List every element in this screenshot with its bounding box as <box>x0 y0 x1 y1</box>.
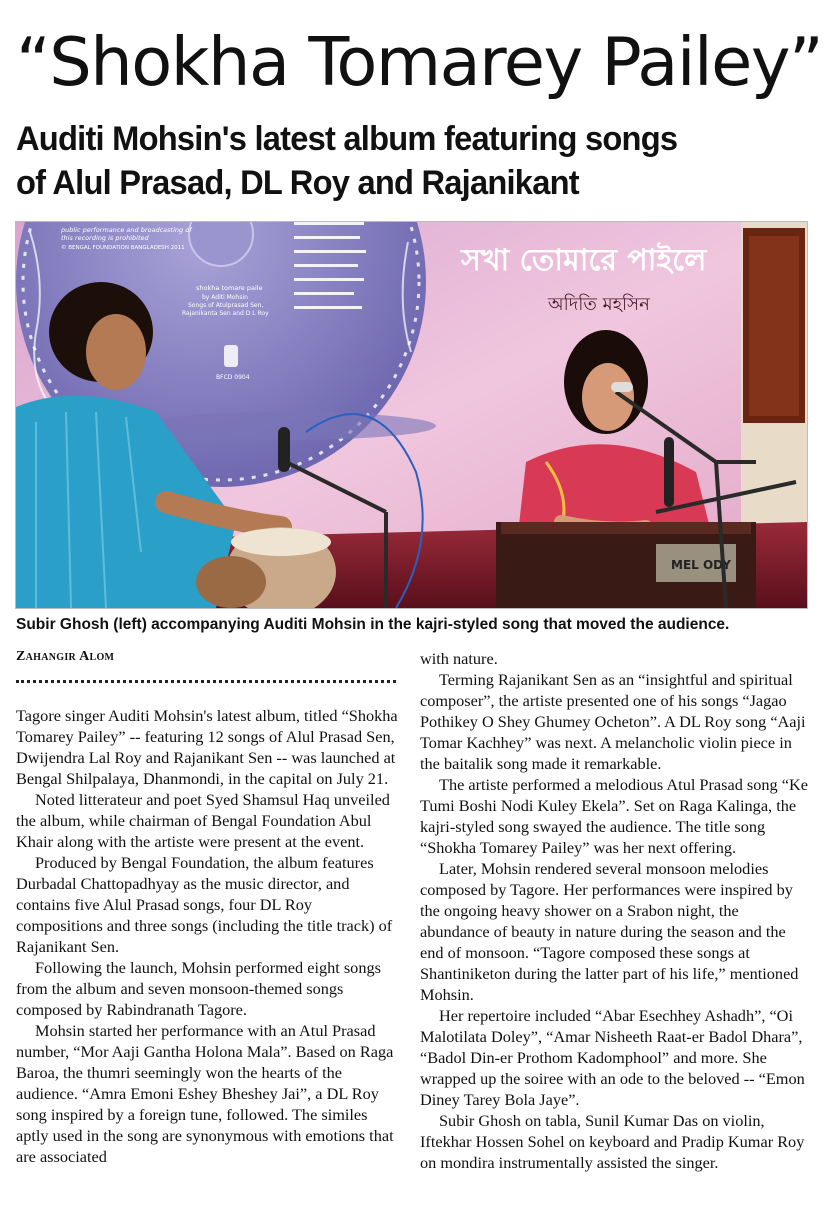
svg-text:this recording is prohibited: this recording is prohibited <box>61 234 149 242</box>
paragraph: Mohsin started her performance with an Atul Prasad number, “Mor Aaji Gantha Holona Mala”. Based on Raga Baroa, the thumri seemingly won the hearts of the audience. “Amra Emoni Eshey Bheshey Jai”, a DL Roy song inspired by a foreign tune, followed. The similes aptly used in the song are synonymous with emotions that are associated <box>16 1021 394 1166</box>
svg-text:MEL ODY: MEL ODY <box>671 558 731 572</box>
byline-divider <box>16 680 396 683</box>
svg-text:Rajanikanta Sen and D L Roy: Rajanikanta Sen and D L Roy <box>182 310 269 317</box>
paragraph: Tagore singer Auditi Mohsin's latest album, titled “Shokha Tomarey Pailey” -- featuring 12 songs of Alul Prasad Sen, Dwijendra Lal Roy and Rajanikant Sen -- was launched at Bengal Shilpalaya, Dhanmondi, in the capital on July 21. <box>16 706 398 788</box>
paragraph: The artiste performed a melodious Atul Prasad song “Ke Tumi Boshi Nodi Kuley Ekela”. Set on Raga Kalinga, the kajri-styled song swayed the audience. The title song “Shokha Tomarey Pailey” was her next offering. <box>420 775 808 857</box>
svg-text:Songs of Atulprasad Sen,: Songs of Atulprasad Sen, <box>188 302 264 309</box>
article-subheadline <box>16 117 784 205</box>
paragraph: Produced by Bengal Foundation, the album features Durbadal Chattopadhyay as the music director, and contains five Alul Prasad songs, four DL Roy compositions and three songs (including the title track) of Rajanikant Sen. <box>16 853 393 956</box>
byline: Zahangir Alom <box>16 649 115 664</box>
paragraph: Subir Ghosh on tabla, Sunil Kumar Das on violin, Iftekhar Hossen Sohel on keyboard and Pradip Kumar Roy on mondira instrumentally assisted the singer. <box>420 1111 805 1172</box>
article-column-2 <box>420 648 810 1173</box>
backdrop-name: অদিতি মহসিন <box>548 294 650 315</box>
paragraph: Following the launch, Mohsin performed eight songs from the album and seven monsoon-themed songs composed by Rabindranath Tagore. <box>16 958 381 1019</box>
svg-text:BFCD 0904: BFCD 0904 <box>216 374 250 381</box>
paragraph: Later, Mohsin rendered several monsoon melodies composed by Tagore. Her performances were inspired by the ongoing heavy shower on a Srabon night, the abundance of beauty in nature during the season and the end of monsoon. “Tagore composed these songs at Shantiniketon during the latter part of his life,” mentioned Mohsin. <box>420 859 799 1004</box>
paragraph: Noted litterateur and poet Syed Shamsul Haq unveiled the album, while chairman of Bengal Foundation Abul Khair along with the artiste were present at the event. <box>16 790 390 851</box>
harmonium <box>496 522 756 608</box>
paragraph: Her repertoire included “Abar Esechhey Ashadh”, “Oi Malotilata Doley”, “Amar Nisheeth Raat-er Badol Dhara”, “Badol Din-er Prothom Kadomphool” and more. She wrapped up the soiree with an ode to the beloved -- “Emon Diney Tarey Bola Jaye”. <box>420 1006 805 1109</box>
subheadline-line-1: Auditi Mohsin's latest album featuring songs <box>16 120 678 158</box>
svg-text:© BENGAL FOUNDATION BANGLADESH: © BENGAL FOUNDATION BANGLADESH 2011 <box>61 245 185 251</box>
subheadline-line-2: of Alul Prasad, DL Roy and Rajanikant <box>16 164 579 202</box>
photo-caption: Subir Ghosh (left) accompanying Auditi Mohsin in the kajri-styled song that moved the audience. <box>16 616 730 633</box>
backdrop-title: সখা তোমারে পাইলে <box>461 243 707 278</box>
article-photo <box>15 221 808 609</box>
article-headline: “Shokha Tomarey Pailey” <box>16 23 823 101</box>
svg-text:shokha tomare paile: shokha tomare paile <box>196 284 263 292</box>
svg-text:public performance and broadca: public performance and broadcasting of <box>61 226 192 234</box>
svg-text:by Aditi Mohsin: by Aditi Mohsin <box>202 294 248 301</box>
paragraph: Terming Rajanikant Sen as an “insightful and spiritual composer”, the artiste presented one of his songs “Jagao Pothikey O Shey Ghumey Ocheton”. A DL Roy song “Aaji Tomar Kachhey” was next. A melancholic violin piece in the baitalik song made it remarkable. <box>420 670 806 773</box>
article-column-1 <box>16 705 401 1167</box>
paragraph: with nature. <box>420 649 498 668</box>
